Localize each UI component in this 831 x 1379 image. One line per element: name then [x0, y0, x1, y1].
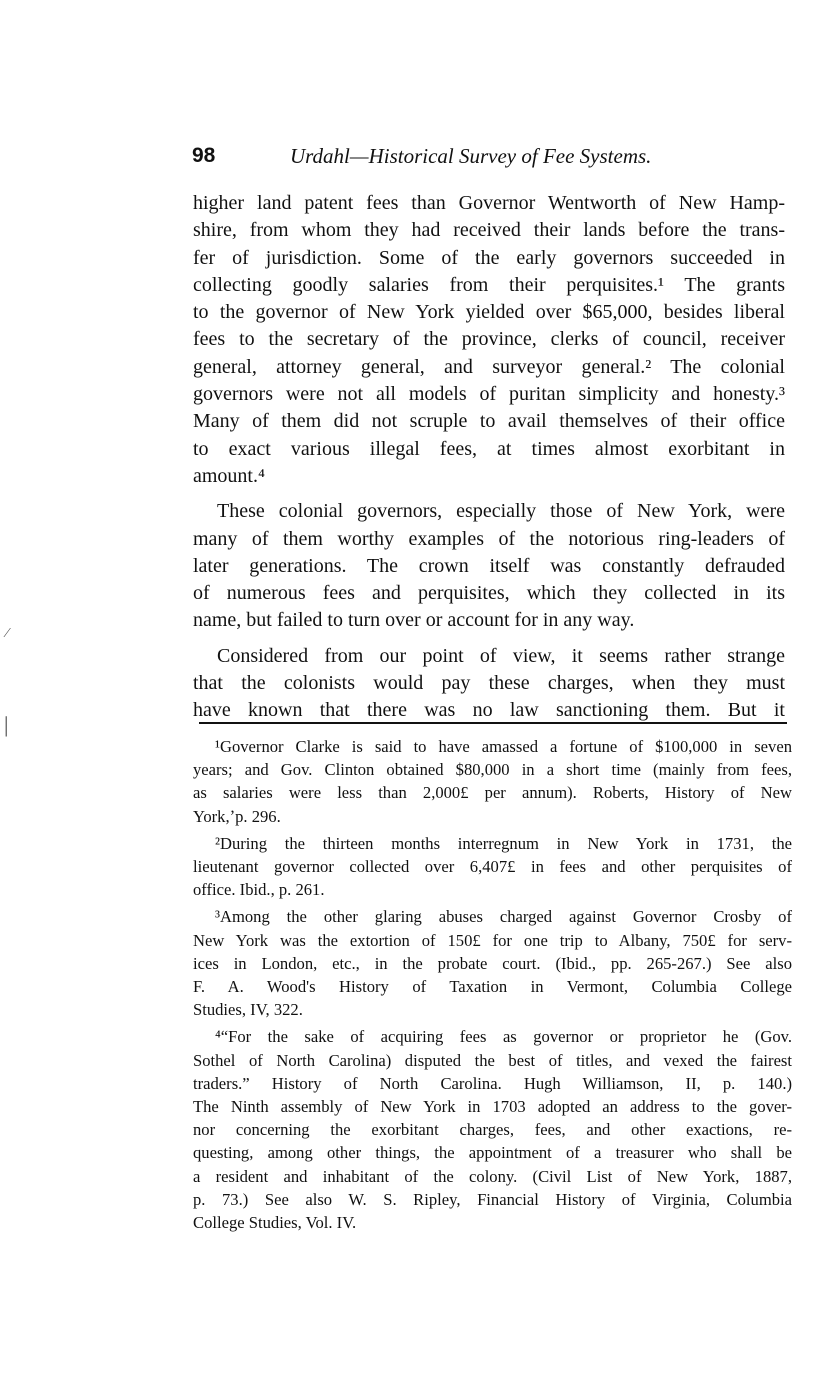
text-line: general, attorney general, and surveyor general.² The colonial — [193, 355, 785, 378]
text-line: governors were not all models of puritan simplicity and honesty.³ — [193, 383, 785, 406]
footnote-line: York,ʼp. 296. — [193, 806, 281, 826]
text-line: name, but failed to turn over or account for in any way. — [193, 609, 635, 632]
text-line: have known that there was no law sanctioning them. But it — [193, 699, 785, 722]
footnote-line: The Ninth assembly of New York in 1703 adopted an address to the gover- — [193, 1097, 792, 1117]
footnote-4 — [193, 1025, 792, 1234]
paragraph-1 — [193, 190, 785, 490]
footnote-2 — [193, 832, 792, 902]
page-number: 98 — [192, 144, 216, 167]
footnotes — [193, 735, 792, 1238]
footnote-line: p. 73.) See also W. S. Ripley, Financial History of Virginia, Columbia — [193, 1189, 792, 1209]
footnote-line: New York was the extortion of 150£ for one trip to Albany, 750£ for serv- — [193, 930, 792, 950]
text-line: higher land patent fees than Governor Wentworth of New Hamp- — [193, 192, 785, 214]
footnote-line: office. Ibid., p. 261. — [193, 880, 325, 900]
footnote-line: ⁴“For the sake of acquiring fees as governor or proprietor he (Gov. — [215, 1027, 792, 1047]
footnote-line: as salaries were less than 2,000£ per annum). Roberts, History of New — [193, 783, 792, 803]
text-line: Considered from our point of view, it seems rather strange — [217, 644, 785, 667]
footnote-line: traders.” History of North Carolina. Hugh Williamson, II, p. 140.) — [193, 1073, 792, 1093]
running-title: Urdahl—Historical Survey of Fee Systems. — [290, 144, 652, 168]
footnote-line: ices in London, etc., in the probate court. (Ibid., pp. 265-267.) See also — [193, 953, 792, 973]
text-line: to the governor of New York yielded over $65,000, besides liberal — [193, 301, 785, 324]
text-line: fees to the secretary of the province, clerks of council, receiver — [193, 328, 785, 351]
footnote-line: ³Among the other glaring abuses charged against Governor Crosby of — [215, 907, 792, 927]
footnote-line: F. A. Wood's History of Taxation in Vermont, Columbia College — [193, 977, 792, 997]
footnote-line: Studies, IV, 322. — [193, 1000, 303, 1020]
text-line: shire, from whom they had received their lands before the trans- — [193, 219, 785, 242]
footnote-line: nor concerning the exorbitant charges, fees, and other exactions, re- — [193, 1120, 792, 1140]
margin-mark: ⁄ — [6, 626, 9, 641]
text-line: amount.⁴ — [193, 464, 265, 487]
text-line: Many of them did not scruple to avail themselves of their office — [193, 410, 785, 433]
footnote-3 — [193, 905, 792, 1021]
text-line: later generations. The crown itself was constantly defrauded — [193, 554, 785, 577]
footnote-line: questing, among other things, the appointment of a treasurer who shall be — [193, 1143, 792, 1163]
text-line: to exact various illegal fees, at times almost exorbitant in — [193, 437, 785, 460]
footnote-line: lieutenant governor collected over 6,407£ in fees and other perquisites of — [193, 857, 792, 877]
text-line: that the colonists would pay these charges, when they must — [193, 672, 785, 695]
footnote-line: ²During the thirteen months interregnum in New York in 1731, the — [215, 833, 792, 853]
page-header — [192, 144, 794, 174]
footnote-line: ¹Governor Clarke is said to have amassed a fortune of $100,000 in seven — [215, 737, 792, 756]
text-line: These colonial governors, especially those of New York, were — [217, 500, 785, 523]
text-line: of numerous fees and perquisites, which they collected in its — [193, 582, 785, 605]
body-text — [193, 190, 785, 725]
paragraph-2 — [193, 498, 785, 634]
footnote-line: College Studies, Vol. IV. — [193, 1213, 357, 1233]
text-line: fer of jurisdiction. Some of the early governors succeeded in — [193, 246, 785, 269]
paragraph-3 — [193, 643, 785, 725]
footnote-separator — [199, 722, 787, 724]
margin-mark: | — [4, 712, 9, 737]
footnote-line: Sothel of North Carolina) disputed the best of titles, and vexed the fairest — [193, 1050, 792, 1070]
footnote-1 — [193, 735, 792, 828]
footnote-line: a resident and inhabitant of the colony. (Civil List of New York, 1887, — [193, 1166, 792, 1186]
text-line: collecting goodly salaries from their perquisites.¹ The grants — [193, 273, 785, 296]
footnote-line: years; and Gov. Clinton obtained $80,000 in a short time (mainly from fees, — [193, 760, 792, 780]
text-line: many of them worthy examples of the notorious ring-leaders of — [193, 527, 785, 550]
